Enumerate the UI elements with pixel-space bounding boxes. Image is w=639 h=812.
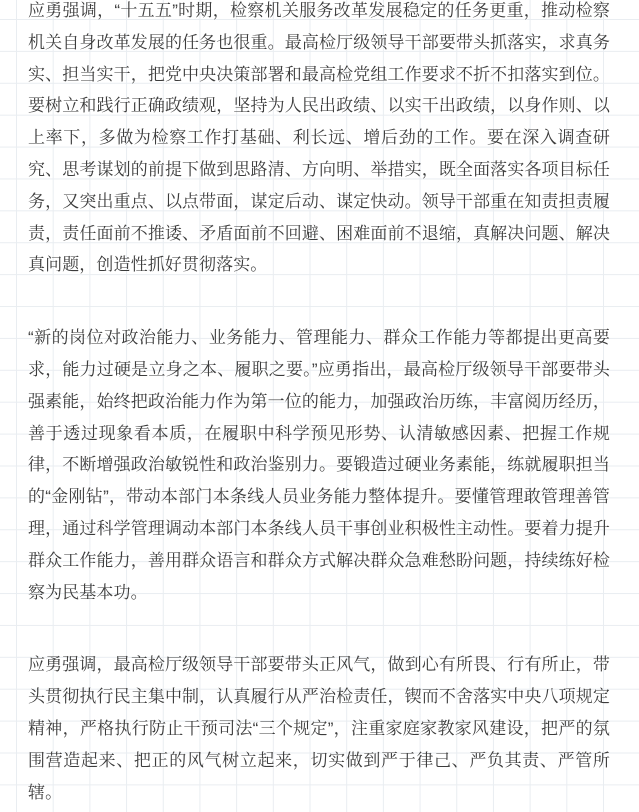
paragraph-2: “新的岗位对政治能力、业务能力、管理能力、群众工作能力等都提出更高要求，能力过硬是立身之本、履职之要。”应勇指出，最高检厅级领导干部要带头强素能，始终把政治能力作为第一位的能力，加强政治历练，丰富阅历经历，善于透过现象看本质，在履职中科学预见形势、认清敏感因素、把握工作规律，不断增强政治敏锐性和政治鉴别力。要锻造过硬业务素能，练就履职担当的“金刚钻”，带动本部门本条线人员业务能力整体提升。要懂管理敢管理善管理，通过科学管理调动本部门本条线人员干事创业积极性主动性。要着力提升群众工作能力，善用群众语言和群众方式解决群众急难愁盼问题，持续练好检察为民基本功。 xyxy=(28,328,610,602)
paragraph-3: 应勇强调，最高检厅级领导干部要带头正风气，做到心有所畏、行有所止，带头贯彻执行民主集中制，认真履行从严治检责任，锲而不舍落实中央八项规定精神，严格执行防止干预司法“三个规定”，注重家庭家教家风建设，把严的氛围营造起来、把正的风气树立起来，切实做到严于律己、严负其责、严管所辖。 xyxy=(28,655,610,802)
paragraph-1: 应勇强调，“十五五”时期，检察机关服务改革发展稳定的任务更重，推动检察机关自身改革发展的任务也很重。最高检厅级领导干部要带头抓落实，求真务实、担当实干，把党中央决策部署和最高检党组工作要求不折不扣落实到位。要树立和践行正确政绩观，坚持为人民出政绩、以实干出政绩，以身作则、以上率下，多做为检察工作打基础、利长远、增后劲的工作。要在深入调查研究、思考谋划的前提下做到思路清、方向明、举措实，既全面落实各项目标任务，又突出重点、以点带面，谋定后动、谋定快动。领导干部重在知责担责履责，责任面前不推诿、矛盾面前不回避、困难面前不退缩，真解决问题、解决真问题，创造性抓好贯彻落实。 xyxy=(28,1,610,275)
